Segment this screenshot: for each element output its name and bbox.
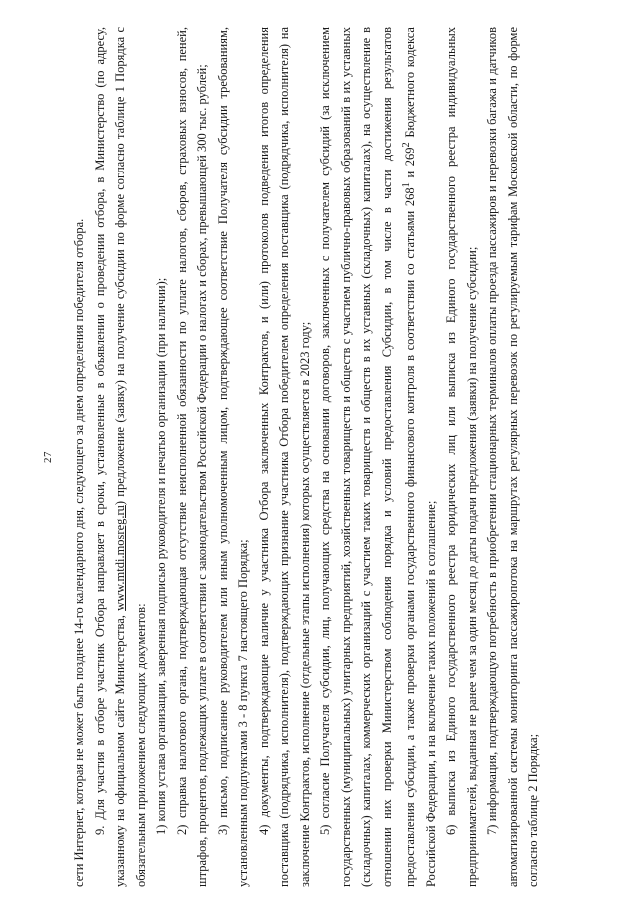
article-superscript-1: 1 [401, 182, 412, 188]
item-9-text-start: 9. Для участия в отборе участник Отбора направляет в сроки, установленные в объявлении о проведении отбора, в Министерство (по адресу, указанному на официальном сайте Министерства, [92, 27, 127, 887]
paragraph-item-5 [315, 27, 441, 887]
item-9-text-end: ) предложение (заявку) на получение субсидии по форме согласно таблице 1 Порядка с обязательным приложением следующих документов: [113, 27, 148, 887]
page-number: 27 [42, 451, 54, 463]
paragraph-item-7: 7) информация, подтверждающую потребность в приобретении стационарных терминалов оплаты проезда пассажиров и перевозки багажа и датчиков автоматизированной системы мониторинга пассажиропотока на маршрутах регулярных перевозок по регулируемым тарифам Московской области, по форме согласно таблице 2 Порядка; [485, 27, 541, 887]
item-5-text-mid: и 269 [403, 147, 418, 183]
paragraph-item-4: 4) документы, подтверждающие наличие у участника Отбора заключенных Контрактов, и (или) протоколов подведения итогов определения поставщика (подрядчика, исполнителя), подтверждающих признание участника Отбора победителем определения поставщика (подрядчика, исполнителя) на заключение Контрактов, исполнение (отдельные этапы исполнения) которых осуществляется в 2023 году; [256, 27, 312, 887]
item-5-text-end: Бюджетного кодекса Российской Федерации, и на включение таких положений в соглашение; [403, 27, 438, 887]
article-superscript-2: 2 [401, 142, 412, 148]
rotated-content [42, 27, 612, 887]
paragraph-item-1: 1) копия устава организации, заверенная подписью руководителя и печатью организации (при наличии); [154, 277, 168, 835]
paragraph-item-3: 3) письмо, подписанное руководителем или иным уполномоченным лицом, подтверждающее соответствие Получателя субсидии требованиям, установленным подпунктами 3 - 8 пункта 7 настоящего Порядка; [215, 27, 250, 887]
paragraph-item-9 [90, 27, 152, 887]
paragraph-item-6: 6) выписка из Единого государственного реестра юридических лиц или выписка из Единого государственного реестра индивидуальных предпринимателей, выданная не ранее чем за один месяц до даты подачи предложения (заявки) на получение субсидии; [444, 27, 479, 887]
paragraph-item-2: 2) справка налогового органа, подтверждающая отсутствие неисполненной обязанности по уплате налогов, сборов, страховых взносов, пеней, штрафов, процентов, подлежащих уплате в соответствии с законодательством Российской Федерации о налогах и сборах, превышающей 300 тыс. рублей; [174, 27, 209, 887]
body-text [69, 27, 544, 887]
item-5-text-start: 5) согласие Получателя субсидии, лиц, получающих средства на основании договоров, заключенных с получателем субсидий (за исключением государственных (муниципальных) унитарных предприятий, хозяйственных товариществ и обществ с участием публично-правовых образований в их уставных (складочных) капиталах, коммерческих организаций с участием таких товариществ и обществ в их уставных (складочных) капиталах), на осуществление в отношении них проверки Министерством соблюдения порядка и условий предоставления Субсидии, в том числе в части достижения результатов предоставления субсидии, а также проверки органами государственного финансового контроля в соответствии со статьями 268 [318, 27, 418, 887]
paragraph-continuation: сети Интернет, которая не может быть позднее 14-го календарного дня, следующего за днем определения победителя отбора. [72, 218, 86, 887]
ministry-website-link[interactable]: www.mtdi.mosreg.ru [113, 505, 127, 611]
